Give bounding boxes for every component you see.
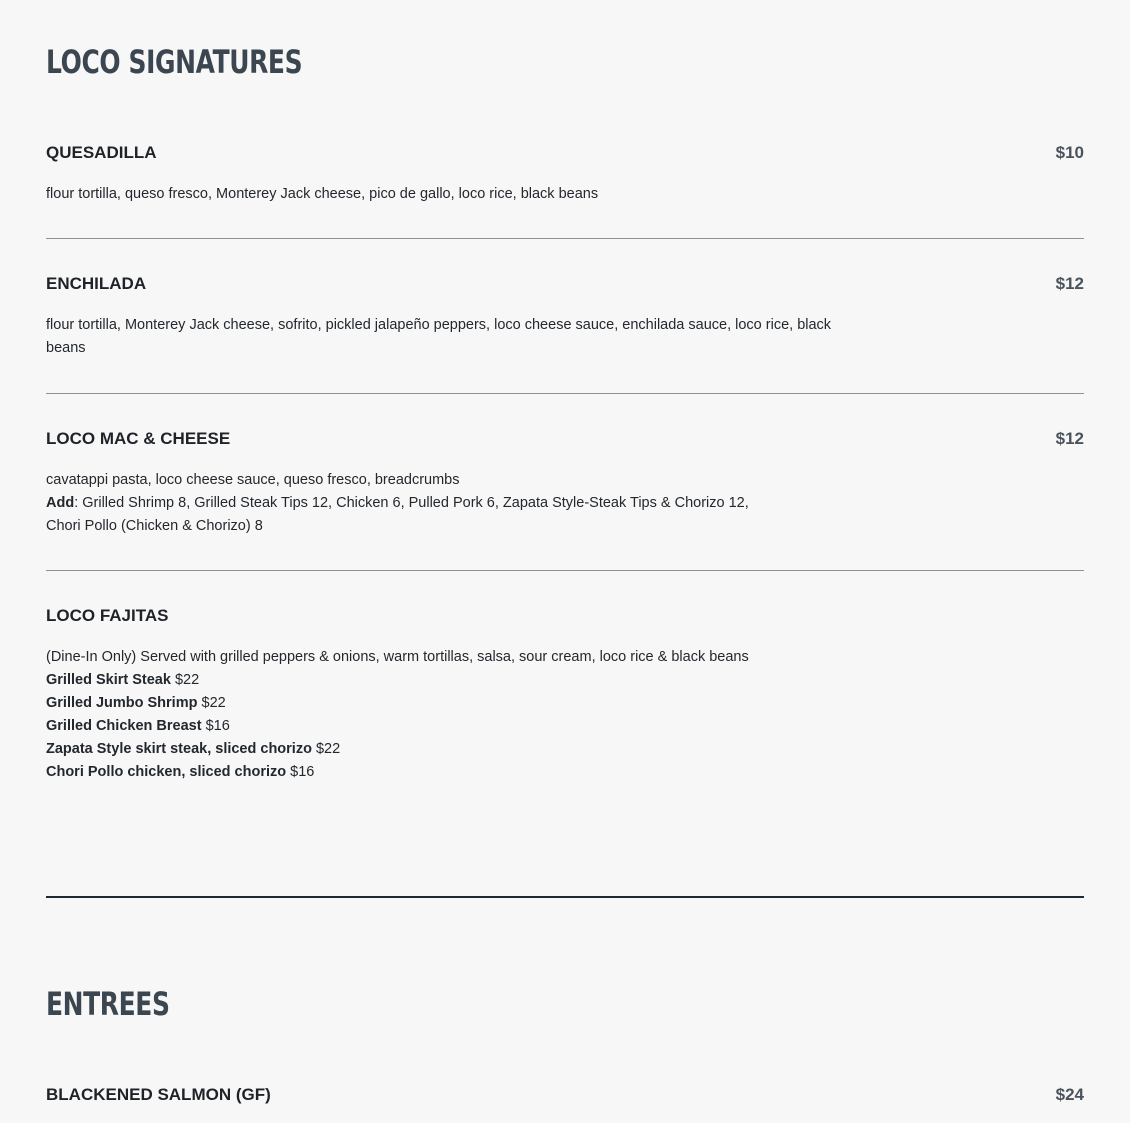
fajita-option xyxy=(46,761,846,784)
option-name: Grilled Jumbo Shrimp xyxy=(46,695,198,711)
item-name: LOCO FAJITAS xyxy=(46,606,169,625)
item-price: $12 xyxy=(1055,274,1084,293)
item-description xyxy=(46,183,846,206)
item-divider xyxy=(46,393,1084,394)
item-divider xyxy=(46,238,1084,239)
option-price: $22 xyxy=(174,672,200,688)
section-title-entrees: ENTREES xyxy=(46,985,170,1023)
fajita-option xyxy=(46,738,846,761)
description-text: flour tortilla, Monterey Jack cheese, sofrito, pickled jalapeño peppers, loco cheese sauce, enchilada sauce, loco rice, black xyxy=(46,317,832,333)
item-divider xyxy=(46,570,1084,571)
option-name: Grilled Skirt Steak xyxy=(46,672,171,688)
option-name: Zapata Style skirt steak, sliced chorizo xyxy=(46,741,312,757)
item-price: $12 xyxy=(1055,429,1084,448)
option-price: $22 xyxy=(315,741,341,757)
option-price: $22 xyxy=(201,695,226,711)
add-ons-line xyxy=(46,492,846,515)
item-price: $24 xyxy=(1055,1085,1084,1104)
item-description xyxy=(46,314,846,360)
option-price: $16 xyxy=(205,718,230,734)
item-name: ENCHILADA xyxy=(46,274,147,293)
section-divider xyxy=(46,896,1084,898)
fajita-option xyxy=(46,692,846,715)
fajita-option xyxy=(46,715,846,738)
option-price: $16 xyxy=(290,764,315,780)
item-description xyxy=(46,646,846,784)
option-name: Chori Pollo chicken, sliced chorizo xyxy=(46,764,287,780)
fajita-option xyxy=(46,669,846,692)
item-name: LOCO MAC & CHEESE xyxy=(46,429,231,448)
add-label: Add xyxy=(46,495,75,511)
description-text: (Dine-In Only) Served with grilled peppers & onions, warm tortillas, salsa, sour cream, loco rice & black beans xyxy=(46,649,749,665)
option-name: Grilled Chicken Breast xyxy=(46,718,202,734)
description-text: cavatappi pasta, loco cheese sauce, queso fresco, breadcrumbs xyxy=(46,472,460,488)
item-price: $10 xyxy=(1055,143,1084,162)
item-name: QUESADILLA xyxy=(46,143,157,162)
item-name: BLACKENED SALMON (GF) xyxy=(46,1085,271,1104)
item-description xyxy=(46,469,846,538)
section-title-loco-signatures: LOCO SIGNATURES xyxy=(46,43,303,81)
add-ons-text: : Grilled Shrimp 8, Grilled Steak Tips 12, Chicken 6, Pulled Pork 6, Zapata Style-Steak Tips & Chorizo 12, xyxy=(74,495,749,511)
add-ons-text: Chori Pollo (Chicken & Chorizo) 8 xyxy=(46,518,263,534)
description-text: flour tortilla, queso fresco, Monterey Jack cheese, pico de gallo, loco rice, black beans xyxy=(46,186,599,202)
description-text: beans xyxy=(46,340,86,356)
